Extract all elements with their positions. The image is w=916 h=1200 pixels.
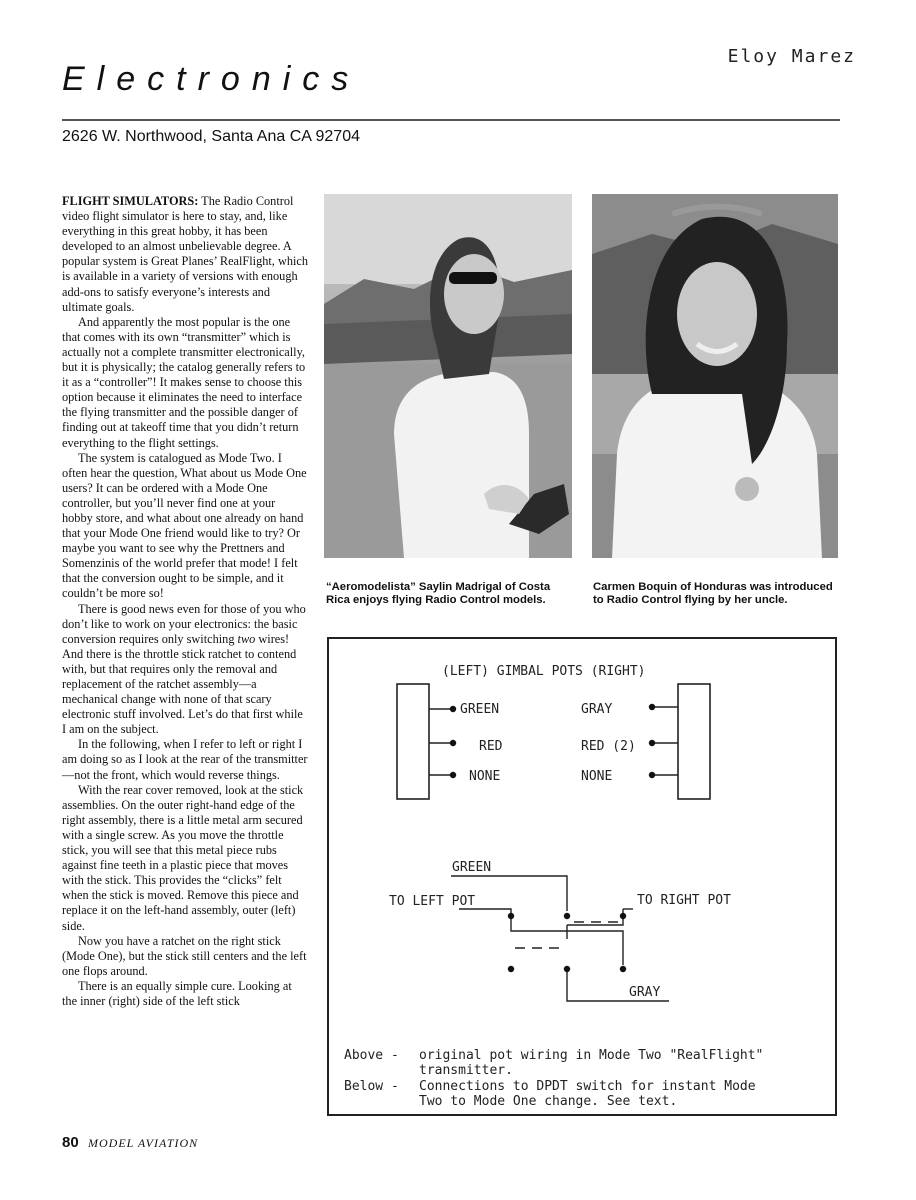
photo-saylin-madrigal (324, 194, 572, 558)
wiring-diagram (327, 637, 837, 1116)
paragraph-text: wires! And there is the throttle stick ratchet to contend with, but that requires only the removal and replacement of the ratchet assembly—a mechanical change with none of that scary electronic stuff involved. Let’s do that first while I am on the subject. (62, 631, 303, 737)
lead-in: FLIGHT SIMULATORS: (62, 194, 199, 208)
header-rule (62, 119, 840, 121)
legend-below-text: Connections to DPDT switch for instant Mode (419, 1079, 756, 1094)
switch-green-label: GREEN (452, 860, 492, 875)
paragraph: Now you have a ratchet on the right stick (Mode One), but the stick still centers and the left one flops around. (62, 933, 307, 978)
photo-caption-right: Carmen Boquin of Honduras was introduced to Radio Control flying by her uncle. (593, 581, 833, 606)
legend-above-text: transmitter. (419, 1063, 513, 1078)
paragraph-text: The Radio Control video flight simulator is here to stay, and, like everything in this great hobby, it has been developed to an almost unbelievable degree. A popular system is Great Planes’ RealFlight, which is available in a variety of versions with enough add-ons to satisfy everyone’s interests and ultimate goals. (62, 194, 309, 314)
left-pot-label: RED (479, 739, 503, 754)
right-pot-label: RED (2) (581, 739, 636, 754)
legend-below-text: Two to Mode One change. See text. (419, 1094, 678, 1109)
paragraph: There is an equally simple cure. Looking at the inner (right) side of the left stick (62, 978, 292, 1008)
paragraph (62, 602, 308, 738)
left-pot-label: NONE (469, 769, 501, 784)
diagram-heading: (LEFT) GIMBAL POTS (RIGHT) (442, 664, 646, 679)
author-address: 2626 W. Northwood, Santa Ana CA 92704 (62, 128, 360, 145)
switch-gray-label: GRAY (629, 985, 661, 1000)
photo-carmen-boquin (592, 194, 838, 558)
author-name: Eloy Marez (727, 46, 856, 67)
left-pot-label: GREEN (460, 702, 500, 717)
legend-above-text: original pot wiring in Mode Two "RealFlight" (419, 1048, 764, 1063)
column-title: Electronics (62, 60, 361, 98)
paragraph-text: There is good news even for those of you who don’t like to work on your electronics: the basic conversion requires only switching (62, 601, 306, 646)
paragraph: In the following, when I refer to left or right I am doing so as I look at the rear of the transmitter—not the front, which would reverse things. (62, 737, 308, 782)
left-pot (397, 684, 429, 799)
magazine-name: MODEL AVIATION (88, 1136, 199, 1150)
paragraph: With the rear cover removed, look at the stick assemblies. On the outer right-hand edge of the right assembly, there is a little metal arm secured with a single screw. As you move the throttle stick, you will see that this metal piece rubs against fine teeth in a plastic piece that moves with the stick. This provides the “clicks” felt when the stick is moved. Remove this piece and replace it on the left-hand assembly, outer (left) side. (62, 782, 304, 933)
right-pot (678, 684, 710, 799)
emphasis: two (237, 631, 256, 646)
legend-above-label: Above - (344, 1048, 399, 1063)
paragraph: The system is catalogued as Mode Two. I often hear the question, What about us Mode One users? It can be ordered with a Mode One controller, but you’ll never find one at your hobby store, and what about one already on hand that your Mode One friend would like to try? Or maybe you want to see why the Prettners and Somenzinis of the world prefer that mode! I felt that the conversion ought to be simple, and it couldn’t be more so! (62, 450, 307, 601)
page-number: 80 (62, 1134, 79, 1151)
right-pot-label: NONE (581, 769, 613, 784)
article-column (62, 194, 308, 1009)
legend-below-label: Below - (344, 1079, 399, 1094)
switch-right-pot-label: TO RIGHT POT (637, 893, 731, 908)
switch-left-pot-label: TO LEFT POT (389, 894, 476, 909)
paragraph (62, 194, 308, 315)
photo-caption-left: “Aeromodelista” Saylin Madrigal of Costa Rica enjoys flying Radio Control models. (326, 581, 551, 606)
paragraph: And apparently the most popular is the one that comes with its own “transmitter” which is actually not a complete transmitter electronically, but it is physically; the catalog generally refers to it as a “controller”! It makes sense to choose this option because it eliminates the need to interface the flying transmitter and the possible danger of finding out at takeoff time that you didn’t return everything to the flight settings. (62, 314, 306, 450)
right-pot-label: GRAY (581, 702, 613, 717)
